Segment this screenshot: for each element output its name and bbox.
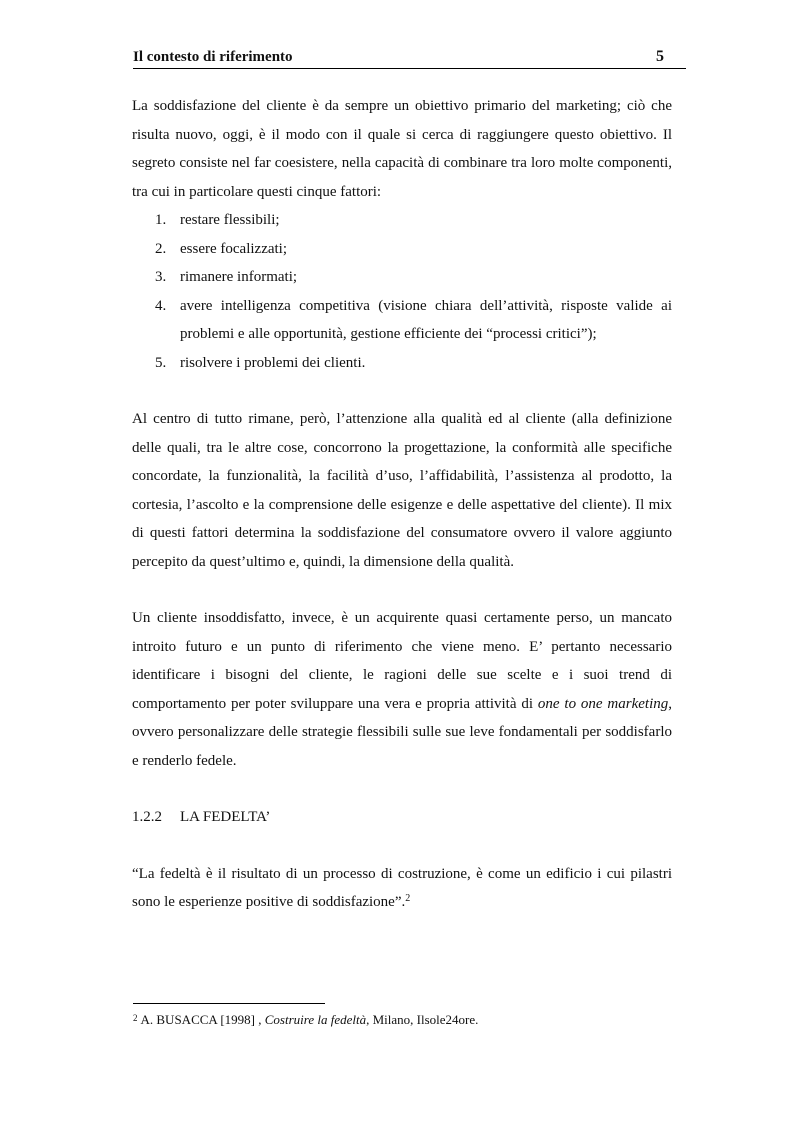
list-item-text: avere intelligenza competitiva (visione chiara dell’attività, risposte valide ai problemi e alle opportunità, gestione efficiente dei “processi critici”); bbox=[180, 297, 672, 342]
list-item-text: risolvere i problemi dei clienti. bbox=[180, 354, 366, 371]
footnote-book-title: Costruire la fedeltà bbox=[264, 1012, 367, 1027]
list-item-number: 3. bbox=[155, 269, 167, 285]
list-item-number: 5. bbox=[155, 354, 167, 371]
list-item-text: essere focalizzati; bbox=[180, 240, 288, 257]
footnote-text-start: A. BUSACCA [1998] , bbox=[140, 1012, 265, 1027]
list-item bbox=[132, 292, 672, 349]
page-number: 5 bbox=[656, 48, 664, 65]
list-item bbox=[132, 235, 672, 264]
list-item-text: restare flessibili; bbox=[180, 212, 280, 228]
quote-text: “La fedeltà è il risultato di un processo di costruzione, è come un edificio i cui pilastri sono le esperienze positive di soddisfazione”. bbox=[132, 865, 672, 910]
section-heading bbox=[132, 803, 672, 832]
section-title: LA FEDELTA’ bbox=[180, 809, 271, 825]
footnote bbox=[133, 1012, 478, 1028]
footnote-text-end: , Milano, Ilsole24ore. bbox=[366, 1012, 479, 1027]
factors-list bbox=[132, 206, 672, 377]
list-item bbox=[132, 263, 672, 292]
list-item-number: 2. bbox=[155, 240, 167, 257]
header-title: Il contesto di riferimento bbox=[133, 49, 293, 65]
paragraph-quality: Al centro di tutto rimane, però, l’attenzione alla qualità ed al cliente (alla definizione delle quali, tra le altre cose, concorrono la progettazione, la conformità alle specifiche concordate, la funzionalità, la facilità d’uso, l’affidabilità, l’assistenza al prodotto, la cortesia, l’ascolto e la comprensione delle esigenze e delle aspettative del cliente). Il mix di questi fattori determina la soddisfazione del consumatore ovvero il valore aggiunto percepito da quest’ultimo e, quindi, la dimensione della qualità. bbox=[132, 411, 672, 570]
footnote-mark: 2 bbox=[133, 1013, 138, 1023]
body-text bbox=[132, 92, 672, 917]
one-to-one-marketing-term: one to one marketing bbox=[537, 695, 669, 712]
paragraph-dissatisfied-start: Un cliente insoddisfatto, invece, è un acquirente quasi certamente perso, un mancato introito futuro e un punto di riferimento che viene meno. E’ pertanto necessario identificare i bisogni del cliente, le ragioni delle sue scelte e i suoi trend di comportamento per poter sviluppare una vera e propria attività di bbox=[132, 610, 672, 712]
list-item-number: 1. bbox=[155, 212, 167, 228]
paragraph-dissatisfied-end: , ovvero personalizzare delle strategie flessibili sulle sue leve fondamentali per soddisfarlo e renderlo fedele. bbox=[132, 695, 673, 769]
list-item bbox=[132, 206, 672, 235]
list-item bbox=[132, 349, 672, 378]
quote-paragraph bbox=[132, 860, 672, 917]
section-number: 1.2.2 bbox=[132, 809, 162, 825]
footnote-divider bbox=[133, 1003, 325, 1004]
list-item-number: 4. bbox=[155, 297, 167, 314]
paragraph-dissatisfied bbox=[132, 604, 672, 775]
paragraph-intro: La soddisfazione del cliente è da sempre un obiettivo primario del marketing; ciò che risulta nuovo, oggi, è il modo con il quale si cerca di raggiungere questo obiettivo. Il segreto consiste nel far coesistere, nella capacità di combinare tra loro molte componenti, tra cui in particolare questi cinque fattori: bbox=[132, 98, 672, 200]
running-header bbox=[133, 46, 686, 69]
footnote-reference: 2 bbox=[405, 893, 411, 904]
list-item-text: rimanere informati; bbox=[180, 269, 298, 285]
